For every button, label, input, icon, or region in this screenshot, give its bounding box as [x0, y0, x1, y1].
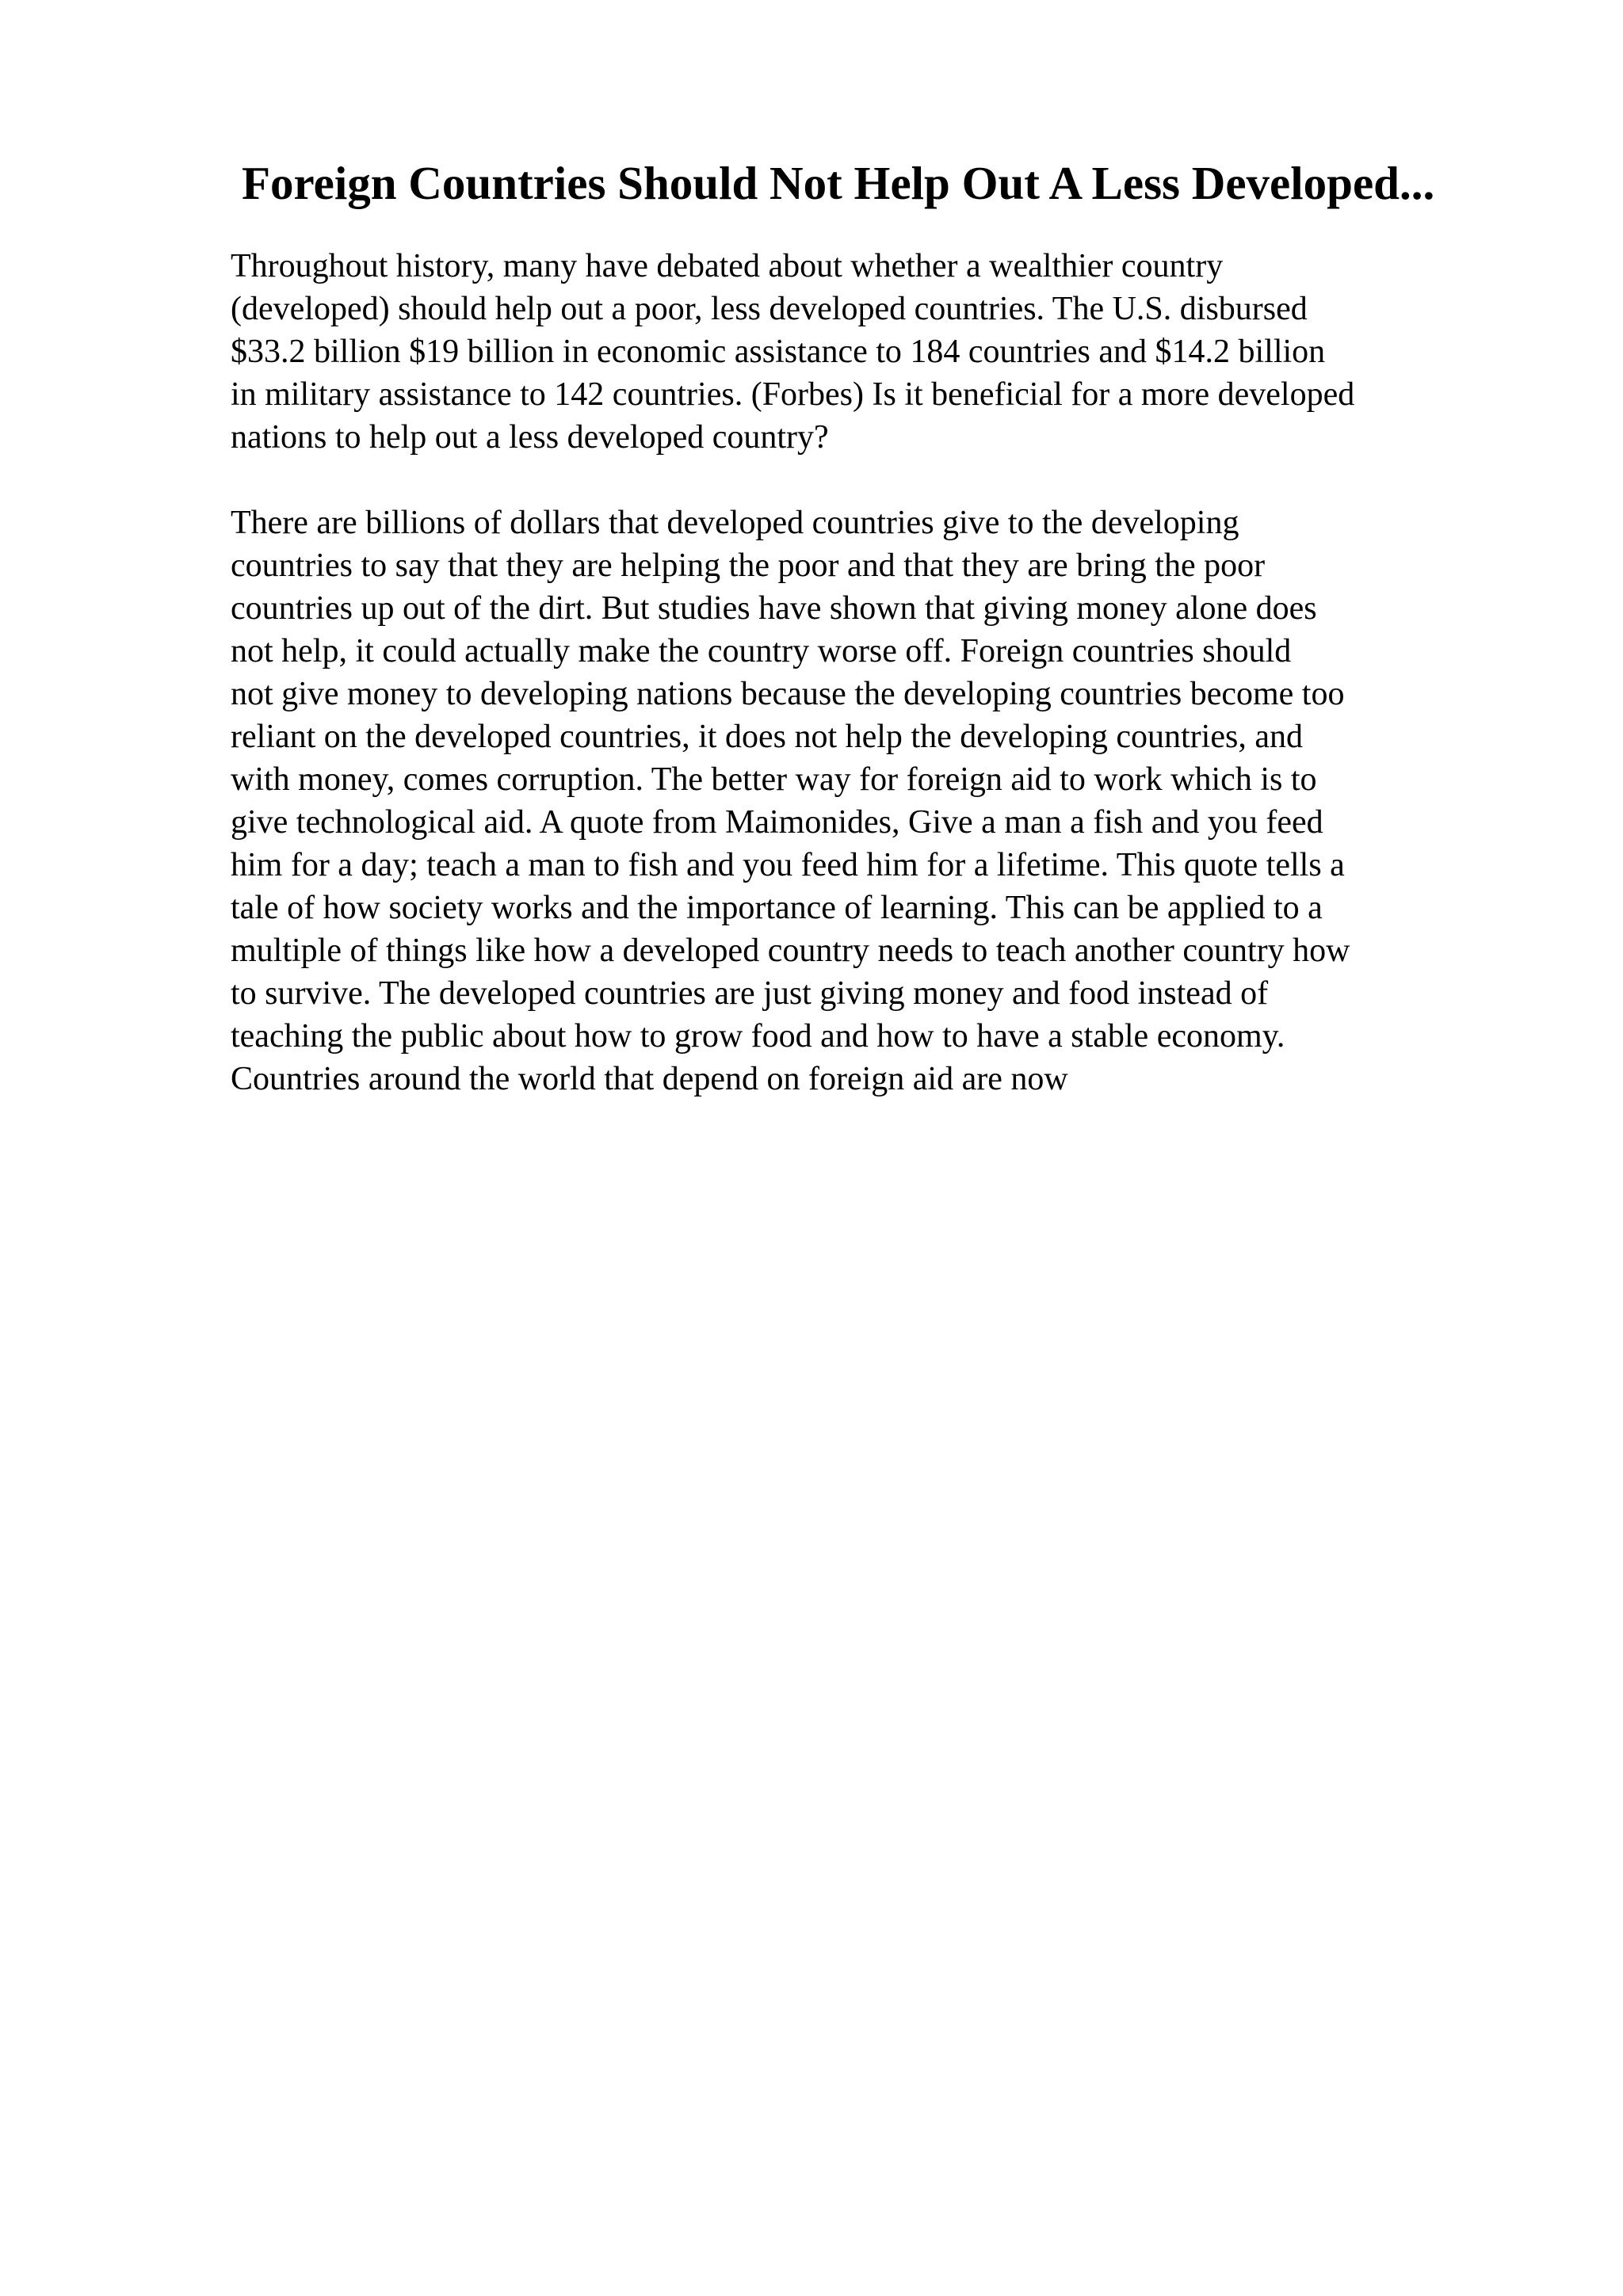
text-line: teaching the public about how to grow food and how to have a stable economy. — [231, 1018, 1285, 1055]
text-line: Countries around the world that depend on foreign aid are now — [231, 1061, 1068, 1097]
text-line: countries up out of the dirt. But studies have shown that giving money alone does — [231, 590, 1317, 627]
text-line: nations to help out a less developed country? — [231, 419, 829, 456]
text-line: reliant on the developed countries, it does not help the developing countries, and — [231, 719, 1303, 755]
text-line: $33.2 billion $19 billion in economic assistance to 184 countries and $14.2 billion — [231, 334, 1326, 370]
document-body — [231, 245, 1594, 1143]
paragraph-intro — [231, 245, 1594, 459]
text-line: (developed) should help out a poor, less developed countries. The U.S. disbursed — [231, 291, 1308, 327]
text-line: not give money to developing nations because the developing countries become too — [231, 676, 1345, 712]
text-line: him for a day; teach a man to fish and you feed him for a lifetime. This quote tells a — [231, 847, 1345, 883]
text-line: not help, it could actually make the country worse off. Foreign countries should — [231, 633, 1292, 669]
document-title: Foreign Countries Should Not Help Out A Less Developed... — [242, 157, 1435, 209]
text-line: with money, comes corruption. The better way for foreign aid to work which is to — [231, 761, 1317, 798]
text-line: multiple of things like how a developed country needs to teach another country how — [231, 933, 1350, 969]
text-line: There are billions of dollars that developed countries give to the developing — [231, 505, 1239, 541]
text-line: Throughout history, many have debated about whether a wealthier country — [231, 248, 1224, 284]
text-line: to survive. The developed countries are just giving money and food instead of — [231, 975, 1269, 1012]
text-line: give technological aid. A quote from Maimonides, Give a man a fish and you feed — [231, 804, 1323, 841]
text-line: tale of how society works and the importance of learning. This can be applied to a — [231, 890, 1323, 926]
text-line: countries to say that they are helping the poor and that they are bring the poor — [231, 547, 1266, 584]
paragraph-argument — [231, 502, 1594, 1100]
text-line: in military assistance to 142 countries. (Forbes) Is it beneficial for a more developed — [231, 376, 1355, 413]
